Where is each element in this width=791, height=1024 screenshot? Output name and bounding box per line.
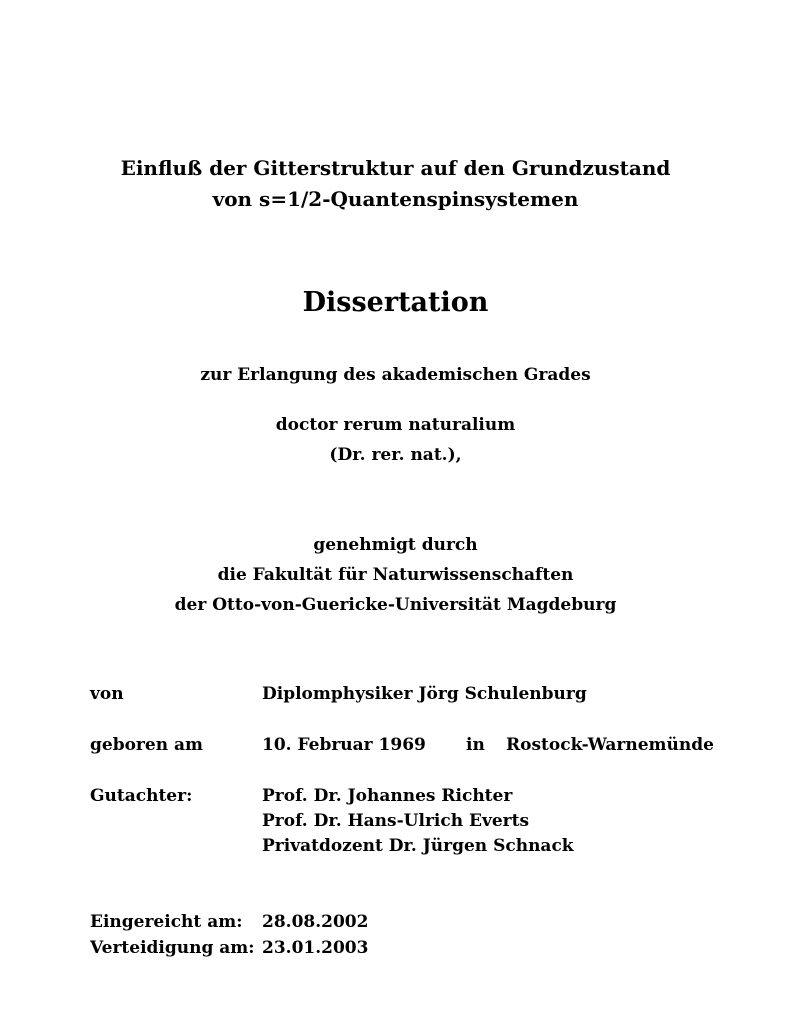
birth-in-word: in <box>466 735 485 755</box>
approval-line-2: die Fakultät für Naturwissenschaften <box>217 565 574 585</box>
approval-line-3: der Otto-von-Guericke-Universität Magdeburg <box>174 595 617 615</box>
degree-abbreviation: (Dr. rer. nat.), <box>329 445 462 465</box>
submitted-date: 28.08.2002 <box>262 912 369 932</box>
birth-label: geboren am <box>90 735 203 755</box>
author-label: von <box>90 684 124 704</box>
document-type-heading: Dissertation <box>302 287 489 318</box>
birth-place: Rostock-Warnemünde <box>506 735 714 755</box>
defense-date: 23.01.2003 <box>262 938 369 958</box>
degree-latin: doctor rerum naturalium <box>275 415 516 435</box>
submitted-label: Eingereicht am: <box>90 912 243 932</box>
reviewer-name: Privatdozent Dr. Jürgen Schnack <box>262 836 574 856</box>
title-line-1: Einfluß der Gitterstruktur auf den Grundzustand <box>120 156 671 180</box>
purpose-text: zur Erlangung des akademischen Grades <box>200 365 591 385</box>
approval-line-1: genehmigt durch <box>313 535 478 555</box>
reviewer-name: Prof. Dr. Hans-Ulrich Everts <box>262 811 530 831</box>
reviewers-label: Gutachter: <box>90 786 193 806</box>
reviewer-name: Prof. Dr. Johannes Richter <box>262 786 513 806</box>
birth-date: 10. Februar 1969 <box>262 735 426 755</box>
title-line-2: von s=1/2-Quantenspinsystemen <box>212 187 579 211</box>
defense-label: Verteidigung am: <box>90 938 255 958</box>
author-name: Diplomphysiker Jörg Schulenburg <box>262 684 587 704</box>
